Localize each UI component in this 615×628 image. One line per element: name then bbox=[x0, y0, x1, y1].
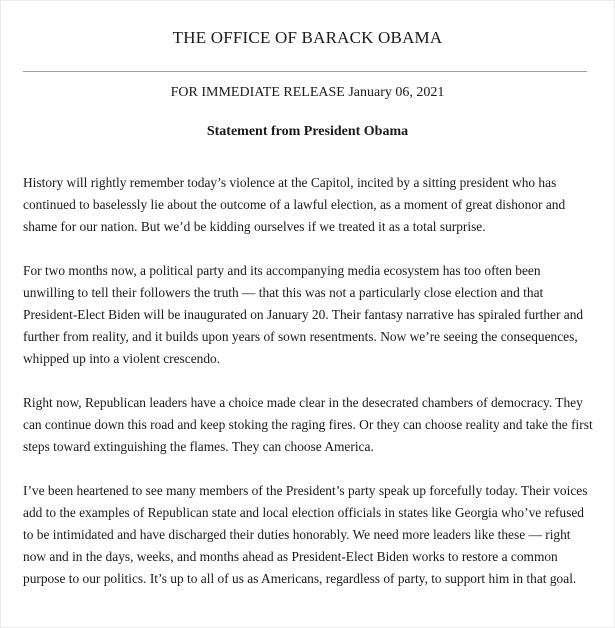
statement-paragraph: For two months now, a political party and its accompanying media ecosystem has too often been unwilling to tell their followers the truth — that this was not a particularly close election and that President-Elect Biden will be inaugurated on January 20. Their fantasy narrative has spiraled further and further from reality, and it builds upon years of sown resentments. Now we’re seeing the consequences, whipped up into a violent crescendo. bbox=[23, 263, 584, 366]
release-line bbox=[1, 85, 614, 101]
statement-paragraph: Right now, Republican leaders have a choice made clear in the desecrated chambers of democracy. They can continue down this road and keep stoking the raging fires. Or they can choose reality and take the first steps toward extinguishing the flames. They can choose America. bbox=[23, 395, 593, 454]
statement-body bbox=[23, 172, 593, 612]
statement-paragraph: I’ve been heartened to see many members of the President’s party speak up forcefully today. Their voices add to the examples of Republican state and local election officials in states like Georgia who’ve refused to be intimidated and have discharged their duties honorably. We need more leaders like these — right now and in the days, weeks, and months ahead as President-Elect Biden works to restore a common purpose to our politics. It’s up to all of us as Americans, regardless of party, to support him in that goal. bbox=[23, 483, 588, 586]
statement-paragraph: History will rightly remember today’s violence at the Capitol, incited by a sitting president who has continued to baselessly lie about the outcome of a lawful election, as a moment of great dishonor and shame for our nation. But we’d be kidding ourselves if we treated it as a total surprise. bbox=[23, 175, 566, 234]
statement-title: Statement from President Obama bbox=[206, 124, 409, 139]
release-label: FOR IMMEDIATE RELEASE bbox=[170, 85, 345, 100]
office-title: THE OFFICE OF BARACK OBAMA bbox=[172, 28, 443, 47]
header-divider bbox=[23, 71, 587, 72]
release-date: January 06, 2021 bbox=[348, 85, 445, 100]
